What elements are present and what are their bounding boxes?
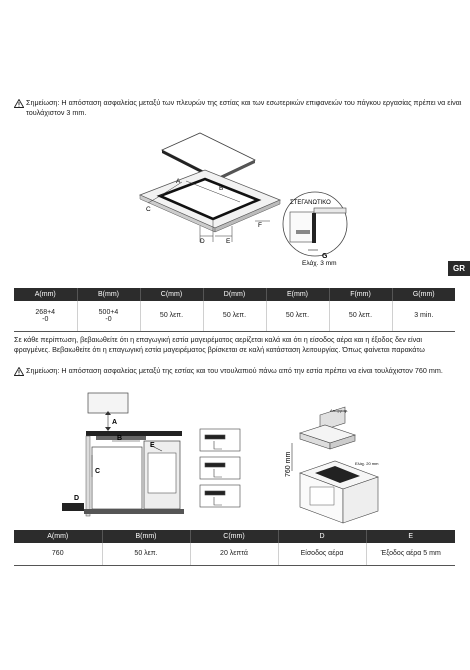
cabinet-clearance-table bbox=[14, 530, 455, 566]
table1-header: B(mm) bbox=[77, 288, 140, 301]
table1-header: D(mm) bbox=[203, 288, 266, 301]
ventilation-paragraph: Σε κάθε περίπτωση, βεβαιωθείτε ότι η επαγωγική εστία μαγειρέματος αερίζεται καλά και ότι η είσοδος αέρα και η έξοδος δεν είναι φραγμένες. Βεβαιωθείτε ότι η επαγωγική εστία μαγειρέματος βρίσκεται σε καλή κατάσταση λειτουργίας. Όπως φαίνεται παρακάτω bbox=[14, 335, 425, 354]
dim-label-g: G bbox=[322, 253, 328, 260]
dim-label-c: C bbox=[146, 206, 151, 213]
dim-label-e: E bbox=[226, 238, 231, 245]
table1-header: E(mm) bbox=[266, 288, 329, 301]
table1-cell: 50 λεπ. bbox=[266, 301, 329, 331]
table1-cell: 500+4 -0 bbox=[77, 301, 140, 331]
table1-cell: 268+4 -0 bbox=[14, 301, 77, 331]
table1-header: G(mm) bbox=[392, 288, 455, 301]
table1-cell: 50 λεπ. bbox=[203, 301, 266, 331]
table1-header: A(mm) bbox=[14, 288, 77, 301]
table2-cell: 760 bbox=[14, 543, 102, 565]
cabinet-section bbox=[62, 393, 184, 516]
dim-label-d: D bbox=[200, 238, 205, 245]
min-gap-label: Ελάχ. 3 mm bbox=[302, 260, 337, 267]
warning-icon bbox=[14, 367, 26, 379]
label-c: C bbox=[95, 468, 101, 475]
table2-cell: Είσοδος αέρα bbox=[278, 543, 366, 565]
table2-header: C(mm) bbox=[190, 530, 278, 543]
table2-header: A(mm) bbox=[14, 530, 102, 543]
dim-label-b: B bbox=[219, 185, 224, 192]
label-d: D bbox=[74, 495, 80, 502]
language-tab: GR bbox=[448, 261, 470, 276]
cutout-dimensions-table bbox=[14, 288, 455, 332]
seal-label: ΣΤΕΓΑΝΩΤΙΚΟ bbox=[290, 200, 331, 206]
hood-label: Απόρροφ. bbox=[330, 408, 349, 413]
dim-label-a: A bbox=[176, 178, 181, 185]
installation-diagram bbox=[0, 385, 470, 530]
label-a: A bbox=[112, 419, 118, 426]
table2-header: D bbox=[278, 530, 366, 543]
table1-header: F(mm) bbox=[329, 288, 392, 301]
table2-cell: Έξοδος αέρα 5 mm bbox=[366, 543, 455, 565]
dim-label-f: F bbox=[258, 222, 262, 229]
cutout-diagram bbox=[0, 0, 470, 290]
table1-header: C(mm) bbox=[140, 288, 203, 301]
airflow-details bbox=[200, 429, 240, 507]
kitchen-3d-view bbox=[285, 407, 379, 523]
label-b: B bbox=[117, 435, 123, 442]
table1-cell: 3 min. bbox=[392, 301, 455, 331]
table2-cell: 50 λεπ. bbox=[102, 543, 190, 565]
note-2-text: Σημείωση: Η απόσταση ασφαλείας μεταξύ της εστίας και του ντουλαπιού πάνω από την εστία πρέπει να είναι τουλάχιστον 760 mm. bbox=[26, 366, 443, 375]
gap-label: Ελάχ. 20 mm bbox=[355, 461, 379, 466]
table2-header: E bbox=[366, 530, 455, 543]
table1-cell: 50 λεπ. bbox=[140, 301, 203, 331]
note-1-text: Σημείωση: Η απόσταση ασφαλείας μεταξύ των πλευρών της εστίας και των εσωτερικών επιφανειών του πάγκου εργασίας πρέπει να είναι τουλάχιστον 3 mm. bbox=[26, 98, 462, 117]
safety-note-2 bbox=[14, 366, 466, 379]
height-label: 760 mm bbox=[285, 451, 292, 477]
table2-header: B(mm) bbox=[102, 530, 190, 543]
table1-cell: 50 λεπ. bbox=[329, 301, 392, 331]
label-e: E bbox=[150, 442, 155, 449]
table2-cell: 20 λεπτά bbox=[190, 543, 278, 565]
